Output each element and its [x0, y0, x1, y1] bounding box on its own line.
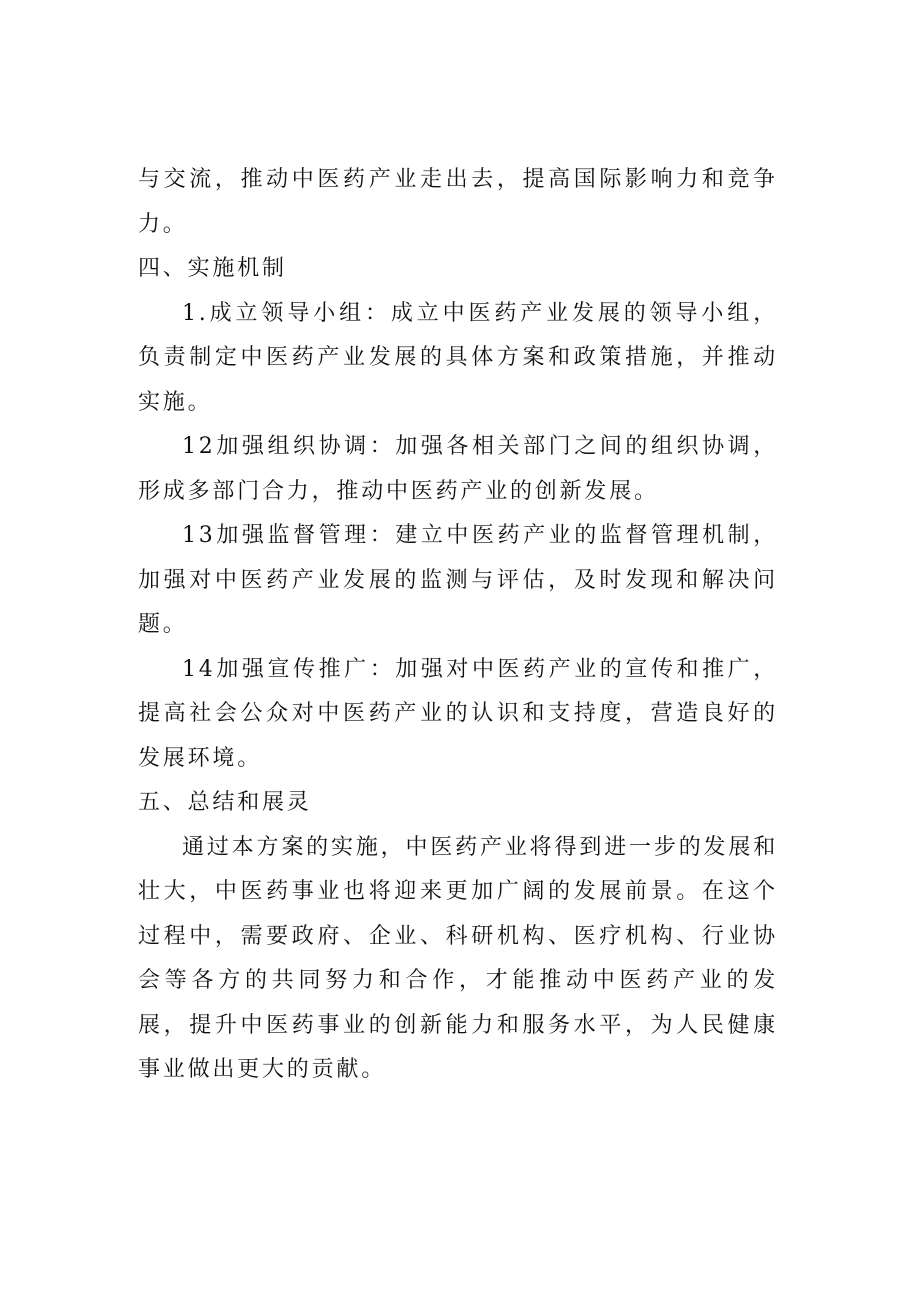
paragraph-promotion: 14加强宣传推广：加强对中医药产业的宣传和推广，提高社会公众对中医药产业的认识和支持度，营造良好的发展环境。 [138, 656, 778, 771]
paragraph-coordination: 12加强组织协调：加强各相关部门之间的组织协调，形成多部门合力，推动中医药产业的创新发展。 [138, 434, 778, 504]
paragraph-conclusion: 通过本方案的实施，中医药产业将得到进一步的发展和壮大，中医药事业也将迎来更加广阔的发展前景。在这个过程中，需要政府、企业、科研机构、医疗机构、行业协会等各方的共同努力和合作，才能推动中医药产业的发展，提升中医药事业的创新能力和服务水平，为人民健康事业做出更大的贡献。 [138, 834, 778, 1082]
document-body [138, 158, 778, 1093]
section-heading-summary: 五、总结和展灵 [138, 790, 312, 815]
paragraph-supervision: 13加强监督管理：建立中医药产业的监督管理机制，加强对中医药产业发展的监测与评估，及时发现和解决问题。 [138, 523, 778, 637]
paragraph-continuation: 与交流，推动中医药产业走出去，提高国际影响力和竞争力。 [138, 167, 778, 237]
section-heading-implementation: 四、实施机制 [138, 256, 287, 281]
paragraph-leadership-group: 1.成立领导小组：成立中医药产业发展的领导小组，负责制定中医药产业发展的具体方案和政策措施，并推动实施。 [138, 300, 778, 415]
